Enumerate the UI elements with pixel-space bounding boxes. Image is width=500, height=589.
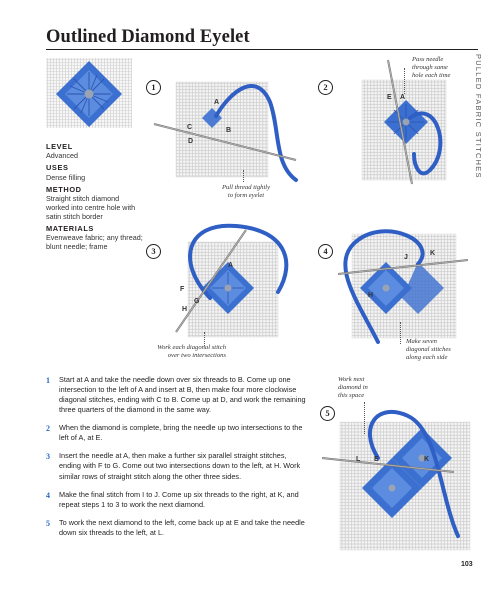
- figure-5-label-l: L: [356, 456, 361, 463]
- figure-1-caption: [196, 184, 296, 200]
- step-number: 3: [46, 452, 50, 462]
- figure-2-caption: [412, 56, 472, 81]
- figure-2-leader: [404, 68, 405, 94]
- step-text: Make the final stitch from I to J. Come up six threads to the right, at K, and repeat steps 1 to 3 to work the next diamond.: [59, 489, 299, 509]
- figure-3: [146, 222, 306, 360]
- level-label: LEVEL: [46, 142, 73, 151]
- level-value: Advanced: [46, 151, 78, 161]
- materials-value: Evenweave fabric; any thread; blunt needle; frame: [46, 233, 143, 251]
- figure-2-label-a: A: [400, 94, 406, 101]
- figure-2-label-e: E: [387, 94, 392, 101]
- figure-3-caption: [106, 344, 226, 360]
- page-number: 103: [461, 561, 473, 568]
- figure-4-leader: [400, 322, 401, 344]
- instructions: [46, 375, 308, 546]
- step-text: Start at A and take the needle down over six threads to B. Come up one intersection to the left of A and insert at B, then make four more clockwise diagonal stitches, ending with C to B. Come up at D, and work the remaining three quarters of the diamond in the same way.: [59, 375, 306, 415]
- figure-1-caption-line-2: to form eyelet: [227, 192, 265, 200]
- method-label: METHOD: [46, 184, 82, 194]
- figure-1: [146, 72, 306, 200]
- figure-2: [318, 58, 468, 188]
- step-number: 1: [46, 376, 50, 385]
- method-value: Straight stitch diamond worked into centre hole with satin stitch border: [46, 193, 136, 221]
- figure-5-leader: [364, 402, 365, 434]
- figure-4-label-h: H: [368, 292, 374, 299]
- figure-2-number: 2: [318, 80, 333, 95]
- instruction-step: [46, 423, 308, 443]
- figure-3-label-a: A: [228, 262, 234, 269]
- figure-3-number: 3: [146, 244, 161, 259]
- instruction-step: [46, 518, 308, 538]
- uses-label: USES: [46, 163, 69, 173]
- figure-5-label-e: E: [374, 456, 379, 463]
- figure-4-caption-line-3: along each side: [406, 354, 448, 362]
- figure-2-caption-line-2: through same: [412, 64, 448, 72]
- figure-4-caption-line-2: diagonal stitches: [406, 346, 451, 354]
- figure-3-label-f: F: [180, 286, 185, 293]
- figure-1-label-c: C: [187, 124, 193, 131]
- figure-1-label-a: A: [214, 99, 220, 106]
- figure-2-caption-line-1: Pass needle: [412, 56, 444, 63]
- instruction-step: [46, 490, 308, 510]
- figure-4: [318, 222, 473, 362]
- materials-label: MATERIALS: [46, 223, 94, 233]
- step-number: 5: [46, 518, 50, 528]
- figure-1-caption-line-1: Pull thread tightly: [221, 184, 271, 191]
- step-text: Insert the needle at A, then make a further six parallel straight stitches, ending with F to G. Come out two intersections down to the left, at H. Work similar rows of straight stitch along the other three sides.: [59, 451, 301, 481]
- figure-1-leader: [243, 170, 244, 182]
- figure-4-caption-line-1: Make seven: [406, 338, 437, 345]
- figure-1-label-b: B: [226, 127, 232, 134]
- figure-3-label-g: G: [194, 298, 200, 305]
- figure-5-caption-line-2: diamond in: [338, 384, 368, 392]
- figure-4-label-k: K: [430, 250, 436, 257]
- figure-3-caption-line-2: over two intersections: [167, 352, 226, 360]
- figure-5-label-k: K: [424, 456, 430, 463]
- uses-value: Dense filling: [46, 172, 86, 182]
- figure-1-number: 1: [146, 80, 161, 95]
- figure-5-caption-line-1: Work next: [338, 376, 365, 383]
- figure-5-number: 5: [320, 406, 335, 421]
- figure-1-label-d: D: [188, 138, 194, 145]
- figure-3-label-h: H: [182, 306, 188, 313]
- step-number: 4: [46, 490, 50, 500]
- instruction-step: [46, 451, 308, 481]
- meta-panel: [46, 139, 144, 251]
- figure-4-number: 4: [318, 244, 333, 259]
- finished-swatch: [46, 58, 132, 128]
- figure-4-label-j: J: [404, 254, 408, 261]
- step-text: To work the next diamond to the left, come back up at E and take the needle down six threads to the left, at L.: [59, 517, 305, 537]
- figure-5-caption-line-3: this space: [338, 392, 365, 400]
- figure-2-caption-line-3: hole each time: [412, 72, 451, 80]
- figure-5-caption: [338, 376, 388, 401]
- step-text: When the diamond is complete, bring the needle up two intersections to the left of A, at E.: [59, 423, 303, 443]
- page-title: Outlined Diamond Eyelet: [46, 27, 250, 47]
- step-number: 2: [46, 424, 50, 434]
- title-rule: [46, 49, 478, 50]
- figure-4-caption: [406, 338, 470, 363]
- figure-5: [318, 376, 478, 554]
- figure-3-caption-line-1: Work each diagonal stitch: [157, 344, 226, 351]
- section-tab: PULLED FABRIC STITCHES: [474, 54, 483, 179]
- instruction-step: [46, 375, 308, 415]
